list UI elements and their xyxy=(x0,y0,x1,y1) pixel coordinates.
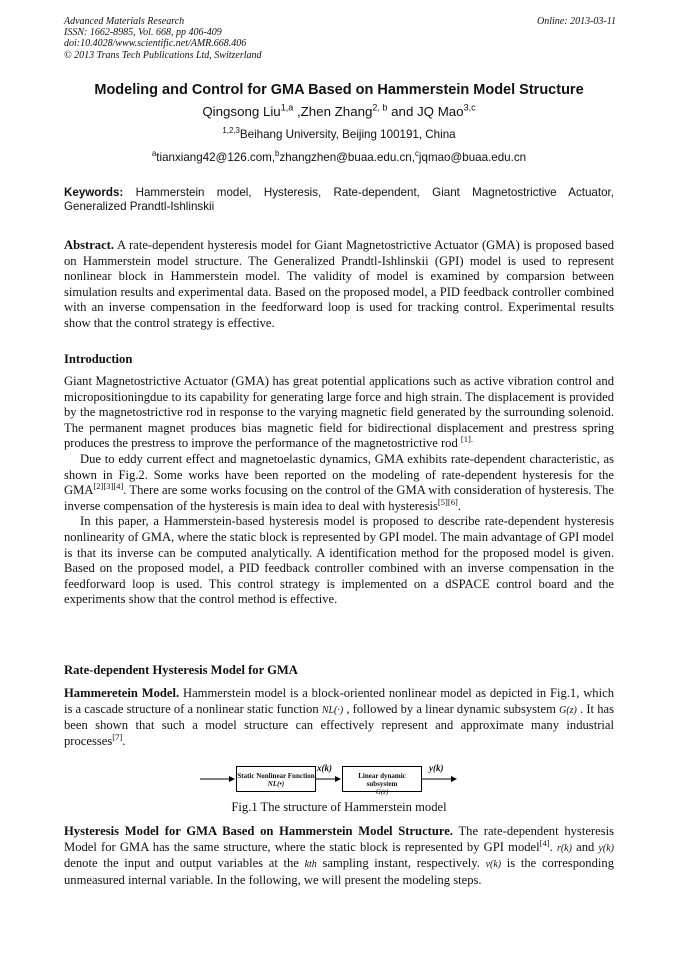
figure-caption: Fig.1 The structure of Hammerstein model xyxy=(231,800,447,814)
vk-math: v(k) xyxy=(485,859,502,871)
abstract-text: A rate-dependent hysteresis model for Giant Magnetostrictive Actuator (GMA) is proposed based on Hammerstein model structure. The Generalized Prandtl-Ishlinskii (GPI) model is used to represent nonlinear block in Hammerstein model. The validity of model is examined by comparsion between simulation results and experimental data. Based on the proposed model, a PID feedback controller combined with an inverse compensation in the feedforward loop is used for tracking control. Experimental results show that the control strategy is effective. xyxy=(64,238,614,330)
static-block-title: Static Nonlinear Function xyxy=(237,772,315,780)
email-b: zhangzhen@buaa.edu.cn, xyxy=(279,151,415,164)
intro-body xyxy=(64,374,614,608)
ref-7: [7] xyxy=(112,731,123,742)
online-date: Online: 2013-03-11 xyxy=(537,16,616,27)
ref-4: [4] xyxy=(539,837,550,848)
hysteresis-text-a: The rate-dependent hysteresis Model for GMA has the same structure, where the static block is represented by GPI model xyxy=(64,824,614,854)
linear-block-symbol: G(z) xyxy=(375,788,389,796)
hysteresis-text-e: sampling instant, respectively. xyxy=(316,856,486,871)
ref-2-4: [2][3][4] xyxy=(93,480,124,491)
intro-p2-text-c: . xyxy=(457,498,461,513)
keywords xyxy=(64,186,614,214)
author-line xyxy=(40,104,638,119)
paper-title: Modeling and Control for GMA Based on Hammerstein Model Structure xyxy=(94,82,584,98)
hammerstein-text-b: , followed by a linear dynamic subsystem xyxy=(343,701,560,716)
section2-heading: Rate-dependent Hysteresis Model for GMA xyxy=(64,663,298,677)
hammerstein-text-d: . xyxy=(122,733,126,748)
ref-5-6: [5][6] xyxy=(437,496,458,507)
hysteresis-text-d: denote the input and output variables at the xyxy=(64,856,305,871)
kth-math: kth xyxy=(304,859,317,871)
linear-dynamic-block xyxy=(342,766,422,796)
rk-math: r(k) xyxy=(556,842,572,854)
nl-function-math: NL(·) xyxy=(321,704,344,716)
hammerstein-paragraph xyxy=(64,686,614,749)
email-c: jqmao@buaa.edu.cn xyxy=(418,151,527,164)
intro-p2-text-b: . There are some works focusing on the control of the GMA with consideration of hysteresis. The inverse compensation of the hysteresis is main idea to deal with hysteresis xyxy=(64,483,614,513)
hammerstein-text-a: Hammerstein model is a block-oriented nonlinear model as depicted in Fig.1, which is a cascade structure of a nonlinear static function xyxy=(64,686,614,716)
hysteresis-model-label: Hysteresis Model for GMA Based on Hammerstein Model Structure. xyxy=(64,824,453,838)
hammerstein-text-c: . It has been shown that such a model structure can effectively represent and approximate many industrial processes xyxy=(64,701,614,748)
author-3-sup: 3,c xyxy=(463,102,476,113)
intro-heading: Introduction xyxy=(64,352,133,366)
abstract-label: Abstract. xyxy=(64,238,115,252)
y-label: y(k) xyxy=(429,763,444,773)
hysteresis-model-paragraph xyxy=(64,824,614,888)
intro-paragraph-1 xyxy=(64,374,614,452)
copyright-line: © 2013 Trans Tech Publications Ltd, Switzerland xyxy=(64,49,262,61)
intro-paragraph-2 xyxy=(64,452,614,514)
hammerstein-label: Hammeretein Model. xyxy=(64,686,180,700)
yk-math: y(k) xyxy=(598,842,615,854)
hammerstein-diagram xyxy=(200,764,460,794)
gz-math: G(z) xyxy=(559,704,577,716)
journal-header xyxy=(64,16,616,61)
author-1: Qingsong Liu xyxy=(202,104,281,119)
affiliation-sup: 1,2,3 xyxy=(222,126,240,136)
affiliation-text: Beihang University, Beijing 100191, China xyxy=(239,128,456,141)
hysteresis-text-c: and xyxy=(571,839,599,854)
static-nonlinear-block xyxy=(236,766,316,792)
hysteresis-text-b: . xyxy=(549,839,557,854)
ref-1: [1]. xyxy=(460,434,474,445)
journal-name: Advanced Materials Research xyxy=(64,16,185,27)
issn-line: ISSN: 1662-8985, Vol. 668, pp 406-409 xyxy=(64,27,222,39)
intro-p2-text-a: Due to eddy current effect and magnetoelastic dynamics, GMA exhibits rate-dependent characteristic, as shown in Fig.2. Some works have been reported on the modeling of rate-dependent hysteresis for the GMA xyxy=(64,451,614,498)
affiliation xyxy=(40,128,638,141)
keywords-text: Hammerstein model, Hysteresis, Rate-dependent, Giant Magnetostrictive Actuator, Generalized Prandtl-Ishlinskii xyxy=(64,186,614,213)
keywords-label: Keywords: xyxy=(64,186,124,199)
intro-paragraph-3: In this paper, a Hammerstein-based hysteresis model is proposed to describe rate-dependent hysteresis nonlinearity of GMA, where the static block is represented by GPI model. The main advantage of GPI model is that its inverse can be computed analytically. A identification method for the proposed model is given. Based on the proposed model, a PID feedback controller combined with an inverse compensation in the feedforward loop is used. This control strategy is implemented on a dSPACE control board and the experiments show that the control method is effective. xyxy=(64,514,614,607)
abstract xyxy=(64,238,614,332)
author-2: ,Zhen Zhang xyxy=(293,104,373,119)
static-block-symbol: NL(•) xyxy=(267,780,285,788)
email-line xyxy=(40,151,638,164)
hysteresis-text-f: is the corresponding unmeasured internal variable. In the following, we will present the modeling steps. xyxy=(64,856,614,887)
author-3: and JQ Mao xyxy=(387,104,464,119)
linear-block-title: Linear dynamic subsystem xyxy=(358,772,406,788)
intro-p1-text: Giant Magnetostrictive Actuator (GMA) has great potential applications such as active vibration control and micropositioningdue to its capability for generating large force and high strain. The displacement is provided by the magnetostrictive rod in response to the varying magnetic field generated by the surrounding solenoid. The permanent magnet produces bias magnetic field for bidirectional displacement and prestress spring produces the prestress to improve the performance of the magnetostrictive rod xyxy=(64,374,614,451)
author-1-sup: 1,a xyxy=(280,102,294,113)
x-label: x(k) xyxy=(317,763,332,773)
email-c-sup: c xyxy=(414,149,419,159)
author-2-sup: 2, b xyxy=(372,102,388,113)
email-a: tianxiang42@126.com, xyxy=(156,151,276,164)
email-a-sup: a xyxy=(151,149,157,159)
doi-line: doi:10.4028/www.scientific.net/AMR.668.406 xyxy=(64,38,247,50)
email-b-sup: b xyxy=(275,149,280,159)
